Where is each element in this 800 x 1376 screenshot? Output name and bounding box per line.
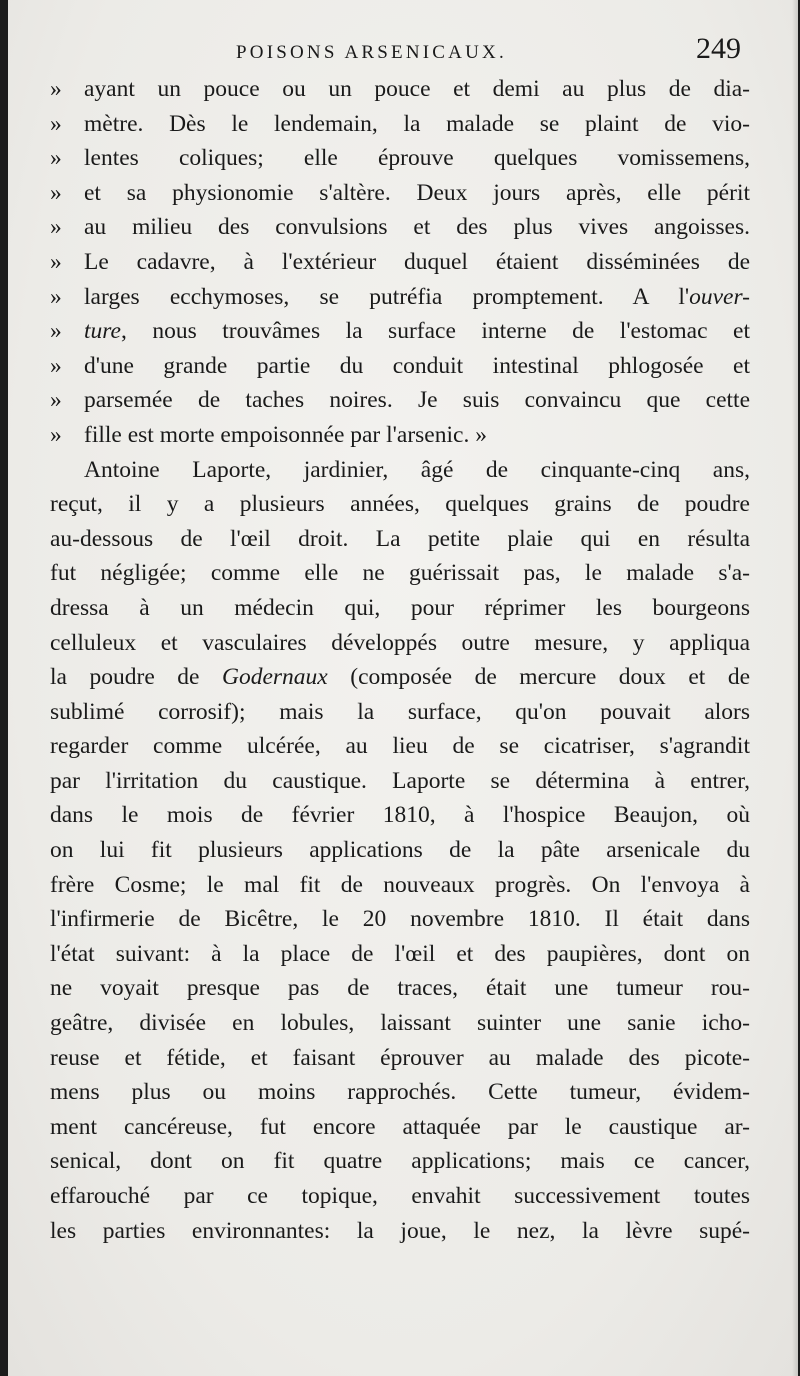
- quote-mark: »: [50, 214, 62, 241]
- text-line: [50, 868, 750, 903]
- line-text: ayant un pouce ou un pouce et demi au plus de dia-: [84, 76, 750, 102]
- text-line: [50, 418, 750, 453]
- line-text: au milieu des convulsions et des plus vives angoisses.: [84, 214, 750, 241]
- quote-mark: »: [50, 145, 62, 172]
- text-line: [50, 453, 750, 488]
- text-line: [50, 1006, 750, 1041]
- text-line: [50, 695, 750, 730]
- line-text: fut négligée; comme elle ne guérissait pas, le malade s'a-: [50, 560, 750, 587]
- text-line: [50, 660, 750, 695]
- line-text: parsemée de taches noires. Je suis convaincu que cette: [84, 387, 750, 414]
- running-title: POISONS ARSENICAUX.: [236, 42, 507, 63]
- quote-mark: »: [50, 387, 62, 414]
- line-text: (composée de mercure doux et de: [327, 664, 750, 691]
- line-text: on lui fit plusieurs applications de la pâte arsenicale du: [50, 837, 750, 864]
- text-line: [50, 1214, 750, 1249]
- line-text: mètre. Dès le lendemain, la malade se plaint de vio-: [84, 110, 750, 137]
- quote-mark: »: [50, 283, 62, 310]
- quote-mark: »: [50, 318, 62, 345]
- text-line: [50, 107, 750, 142]
- body-text: [50, 72, 750, 1248]
- quote-mark: »: [50, 248, 62, 275]
- line-text: Le cadavre, à l'extérieur duquel étaient disséminées de: [84, 248, 750, 275]
- line-text: mens plus ou moins rapprochés. Cette tumeur, évidem-: [50, 1079, 750, 1106]
- line-text: senical, dont on fit quatre applications; mais ce cancer,: [50, 1148, 750, 1175]
- quote-mark: »: [50, 76, 62, 102]
- line-text: fille est morte empoisonnée par l'arsenic. »: [84, 421, 487, 448]
- text-line: [50, 902, 750, 937]
- line-text: l'état suivant: à la place de l'œil et des paupières, dont on: [50, 940, 750, 967]
- text-line: [50, 314, 750, 349]
- quote-mark: »: [50, 421, 62, 448]
- line-text: larges ecchymoses, se putréfia promptement. A l': [84, 283, 690, 310]
- text-line: [50, 556, 750, 591]
- text-line: [50, 245, 750, 280]
- line-text: la poudre de: [50, 664, 222, 691]
- text-line: [50, 729, 750, 764]
- text-line: [50, 626, 750, 661]
- text-line: [50, 591, 750, 626]
- italic-word: ouver-: [689, 283, 750, 310]
- line-text: reuse et fétide, et faisant éprouver au malade des picote-: [50, 1044, 750, 1071]
- quote-mark: »: [50, 110, 62, 137]
- page-number: 249: [696, 32, 741, 65]
- text-line: [50, 971, 750, 1006]
- text-line: [50, 487, 750, 522]
- text-line: [50, 833, 750, 868]
- line-text: au-dessous de l'œil droit. La petite plaie qui en résulta: [50, 525, 750, 552]
- line-text: , nous trouvâmes la surface interne de l'estomac et: [120, 318, 750, 345]
- text-line: [50, 798, 750, 833]
- line-text: par l'irritation du caustique. Laporte se détermina à entrer,: [50, 767, 750, 794]
- line-text: dans le mois de février 1810, à l'hospice Beaujon, où: [50, 802, 750, 829]
- line-text: ne voyait presque pas de traces, était une tumeur rou-: [50, 975, 750, 1002]
- text-line: [50, 522, 750, 557]
- line-text: Antoine Laporte, jardinier, âgé de cinquante-cinq ans,: [84, 456, 750, 483]
- text-line: [50, 1041, 750, 1076]
- line-text: dressa à un médecin qui, pour réprimer les bourgeons: [50, 594, 750, 621]
- line-text: lentes coliques; elle éprouve quelques vomissemens,: [84, 145, 750, 172]
- line-text: reçut, il y a plusieurs années, quelques grains de poudre: [50, 491, 750, 518]
- text-line: [50, 1110, 750, 1145]
- page-edge-shadow: [792, 0, 798, 1376]
- text-line: [50, 141, 750, 176]
- text-line: [50, 280, 750, 315]
- text-line: [50, 1144, 750, 1179]
- line-text: effarouché par ce topique, envahit successivement toutes: [50, 1183, 750, 1209]
- text-line: [50, 176, 750, 211]
- text-line: [50, 937, 750, 972]
- quote-mark: »: [50, 179, 62, 206]
- text-line: [50, 383, 750, 418]
- line-text: et sa physionomie s'altère. Deux jours après, elle périt: [84, 179, 750, 206]
- line-text: sublimé corrosif); mais la surface, qu'on pouvait alors: [50, 698, 750, 725]
- italic-word: Godernaux: [222, 664, 328, 691]
- text-line: [50, 210, 750, 245]
- text-line: [50, 72, 750, 107]
- text-line: [50, 1075, 750, 1110]
- line-text: geâtre, divisée en lobules, laissant suinter une sanie icho-: [50, 1010, 750, 1037]
- line-text: l'infirmerie de Bicêtre, le 20 novembre 1810. Il était dans: [50, 906, 750, 933]
- line-text: regarder comme ulcérée, au lieu de se cicatriser, s'agrandit: [50, 733, 750, 760]
- line-text: les parties environnantes: la joue, le nez, la lèvre supé-: [50, 1217, 750, 1244]
- quote-mark: »: [50, 352, 62, 379]
- italic-word: ture: [84, 318, 121, 345]
- text-line: [50, 349, 750, 384]
- line-text: ment cancéreuse, fut encore attaquée par le caustique ar-: [50, 1113, 750, 1140]
- text-line: [50, 1179, 750, 1214]
- line-text: celluleux et vasculaires développés outre mesure, y appliqua: [50, 629, 750, 656]
- book-page: [8, 0, 798, 1376]
- line-text: d'une grande partie du conduit intestinal phlogosée et: [84, 352, 750, 379]
- line-text: frère Cosme; le mal fit de nouveaux progrès. On l'envoya à: [50, 871, 750, 898]
- text-line: [50, 764, 750, 799]
